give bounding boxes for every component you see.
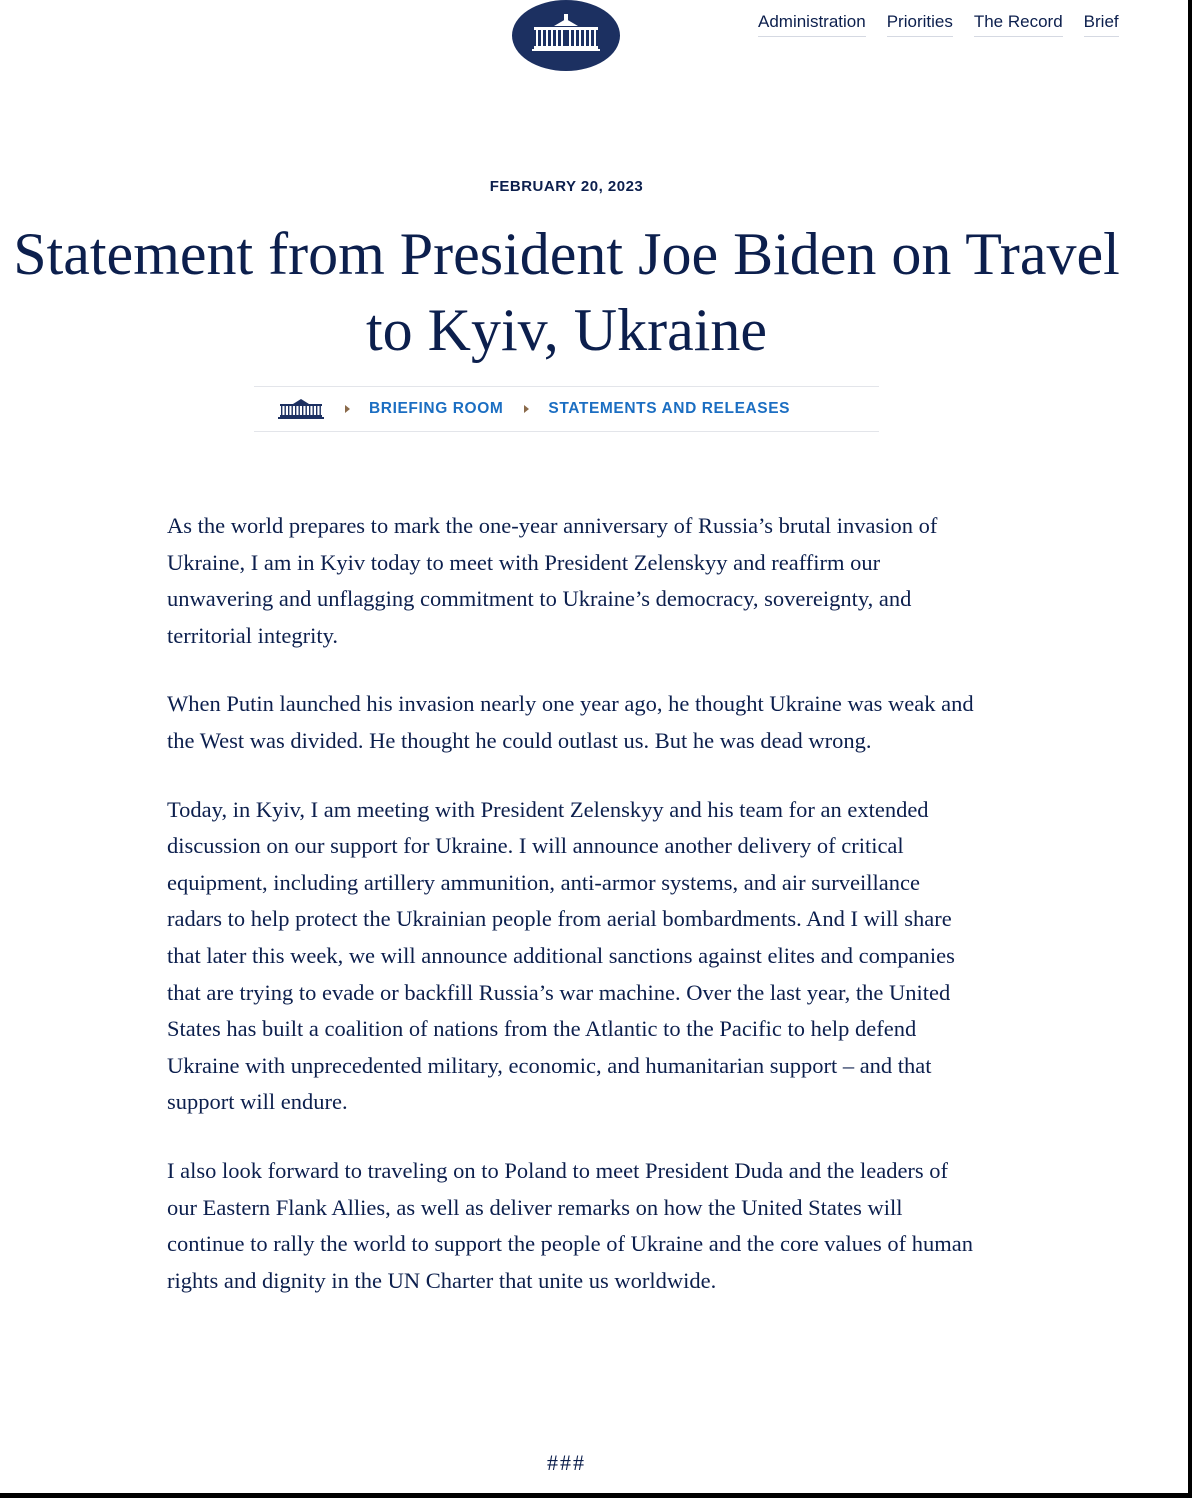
nav-the-record[interactable]: The Record: [974, 12, 1063, 37]
top-navigation: [758, 12, 1119, 37]
breadcrumb-separator-icon: [524, 405, 529, 413]
breadcrumb-briefing-room[interactable]: BRIEFING ROOM: [369, 400, 504, 417]
white-house-seal-logo[interactable]: [512, 0, 620, 71]
breadcrumb: [254, 386, 879, 432]
page-title: Statement from President Joe Biden on Travel to Kyiv, Ukraine: [13, 221, 1120, 363]
breadcrumb-home[interactable]: [278, 398, 324, 420]
end-mark: ###: [547, 1450, 586, 1475]
article-paragraph: As the world prepares to mark the one-year anniversary of Russia’s brutal invasion of Ukraine, I am in Kyiv today to meet with President Zelenskyy and reaffirm our unwavering and unflagging commitment to Ukraine’s democracy, sovereignty, and territorial integrity.: [167, 513, 938, 648]
nav-priorities[interactable]: Priorities: [887, 12, 953, 37]
white-house-seal-icon: [524, 10, 608, 60]
nav-briefing-room[interactable]: Brief: [1084, 12, 1119, 37]
article-paragraph: I also look forward to traveling on to Poland to meet President Duda and the leaders of our Eastern Flank Allies, as well as deliver remarks on how the United States will continue to rally the world to support the people of Ukraine and the core values of human rights and dignity in the UN Charter that unite us worldwide.: [167, 1157, 974, 1293]
breadcrumb-separator-icon: [345, 405, 350, 413]
white-house-icon: [278, 398, 324, 420]
article-body: [167, 508, 977, 1331]
breadcrumb-statements-and-releases[interactable]: STATEMENTS AND RELEASES: [548, 400, 791, 417]
nav-administration[interactable]: Administration: [758, 12, 866, 37]
article-paragraph: Today, in Kyiv, I am meeting with President Zelenskyy and his team for an extended discussion on our support for Ukraine. I will announce another delivery of critical equipment, including artillery ammunition, anti-armor systems, and air surveillance radars to help protect the Ukrainian people from aerial bombardments. And I will share that later this week, we will announce additional sanctions against elites and companies that are trying to evade or backfill Russia’s war machine. Over the last year, the United States has built a coalition of nations from the Atlantic to the Pacific to help defend Ukraine with unprecedented military, economic, and humanitarian support – and that support will endure.: [167, 796, 955, 1115]
publish-date: FEBRUARY 20, 2023: [489, 178, 644, 195]
article-paragraph: When Putin launched his invasion nearly one year ago, he thought Ukraine was weak and the West was divided. He thought he could outlast us. But he was dead wrong.: [167, 691, 974, 753]
